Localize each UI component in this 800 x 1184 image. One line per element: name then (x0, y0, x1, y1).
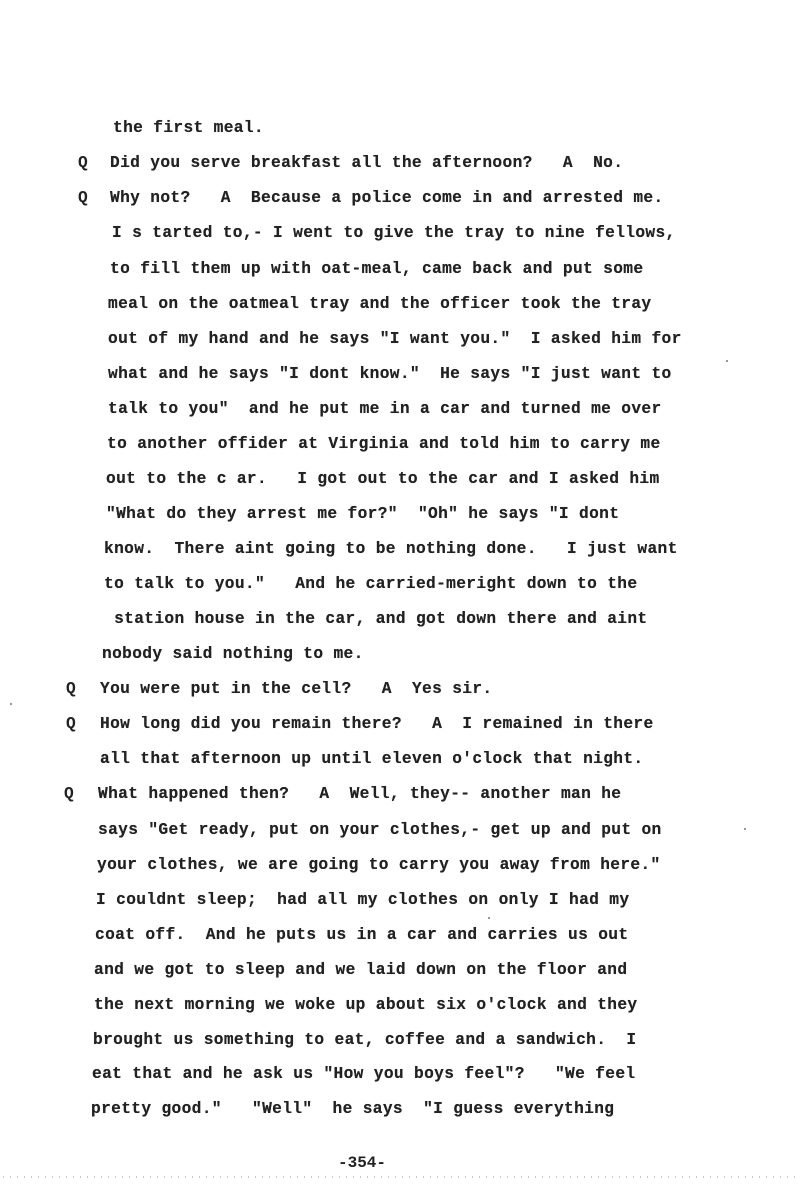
transcript-line: I couldnt sleep; had all my clothes on only I had my (96, 891, 630, 909)
transcript-line: brought us something to eat, coffee and a sandwich. I (93, 1031, 637, 1049)
transcript-line: eat that and he ask us "How you boys feel"? "We feel (92, 1065, 636, 1083)
transcript-line: I s tarted to,- I went to give the tray to nine fellows, (112, 224, 676, 242)
transcript-line: What happened then? A Well, they-- another man he (98, 785, 622, 803)
question-marker: Q (66, 680, 76, 698)
scan-speck (488, 917, 490, 919)
transcript-line: to talk to you." And he carried-meright down to the (104, 575, 638, 593)
transcript-line: the next morning we woke up about six o'clock and they (94, 996, 638, 1014)
transcript-line: station house in the car, and got down there and aint (104, 610, 648, 628)
question-marker: Q (66, 715, 76, 733)
transcript-line: says "Get ready, put on your clothes,- get up and put on (98, 821, 662, 839)
transcript-line: Did you serve breakfast all the afternoon? A No. (110, 154, 624, 172)
transcript-line: "What do they arrest me for?" "Oh" he says "I dont (106, 505, 620, 523)
scan-dotted-edge (0, 1176, 800, 1178)
scan-speck (744, 828, 746, 830)
scan-speck (10, 703, 12, 705)
page-number: -354- (338, 1154, 387, 1172)
transcript-line: the first meal. (113, 119, 264, 137)
transcript-line: out of my hand and he says "I want you." I asked him for (108, 330, 682, 348)
transcript-line: coat off. And he puts us in a car and carries us out (95, 926, 629, 944)
transcript-line: to fill them up with oat-meal, came back and put some (110, 260, 644, 278)
transcript-line: How long did you remain there? A I remained in there (100, 715, 654, 733)
transcript-line: nobody said nothing to me. (102, 645, 364, 663)
transcript-line: your clothes, we are going to carry you away from here." (97, 856, 661, 874)
transcript-line: know. There aint going to be nothing done. I just want (104, 540, 678, 558)
transcript-line: all that afternoon up until eleven o'clock that night. (100, 750, 644, 768)
transcript-line: what and he says "I dont know." He says "I just want to (108, 365, 672, 383)
scan-speck (726, 360, 728, 362)
question-marker: Q (64, 785, 74, 803)
transcript-line: and we got to sleep and we laid down on the floor and (94, 961, 628, 979)
transcript-line: out to the c ar. I got out to the car and I asked him (106, 470, 660, 488)
question-marker: Q (78, 189, 88, 207)
transcript-line: Why not? A Because a police come in and arrested me. (110, 189, 664, 207)
transcript-line: pretty good." "Well" he says "I guess everything (91, 1100, 615, 1118)
transcript-line: talk to you" and he put me in a car and turned me over (108, 400, 662, 418)
transcript-line: You were put in the cell? A Yes sir. (100, 680, 493, 698)
transcript-line: meal on the oatmeal tray and the officer took the tray (108, 295, 652, 313)
transcript-line: to another offider at Virginia and told him to carry me (107, 435, 661, 453)
question-marker: Q (78, 154, 88, 172)
